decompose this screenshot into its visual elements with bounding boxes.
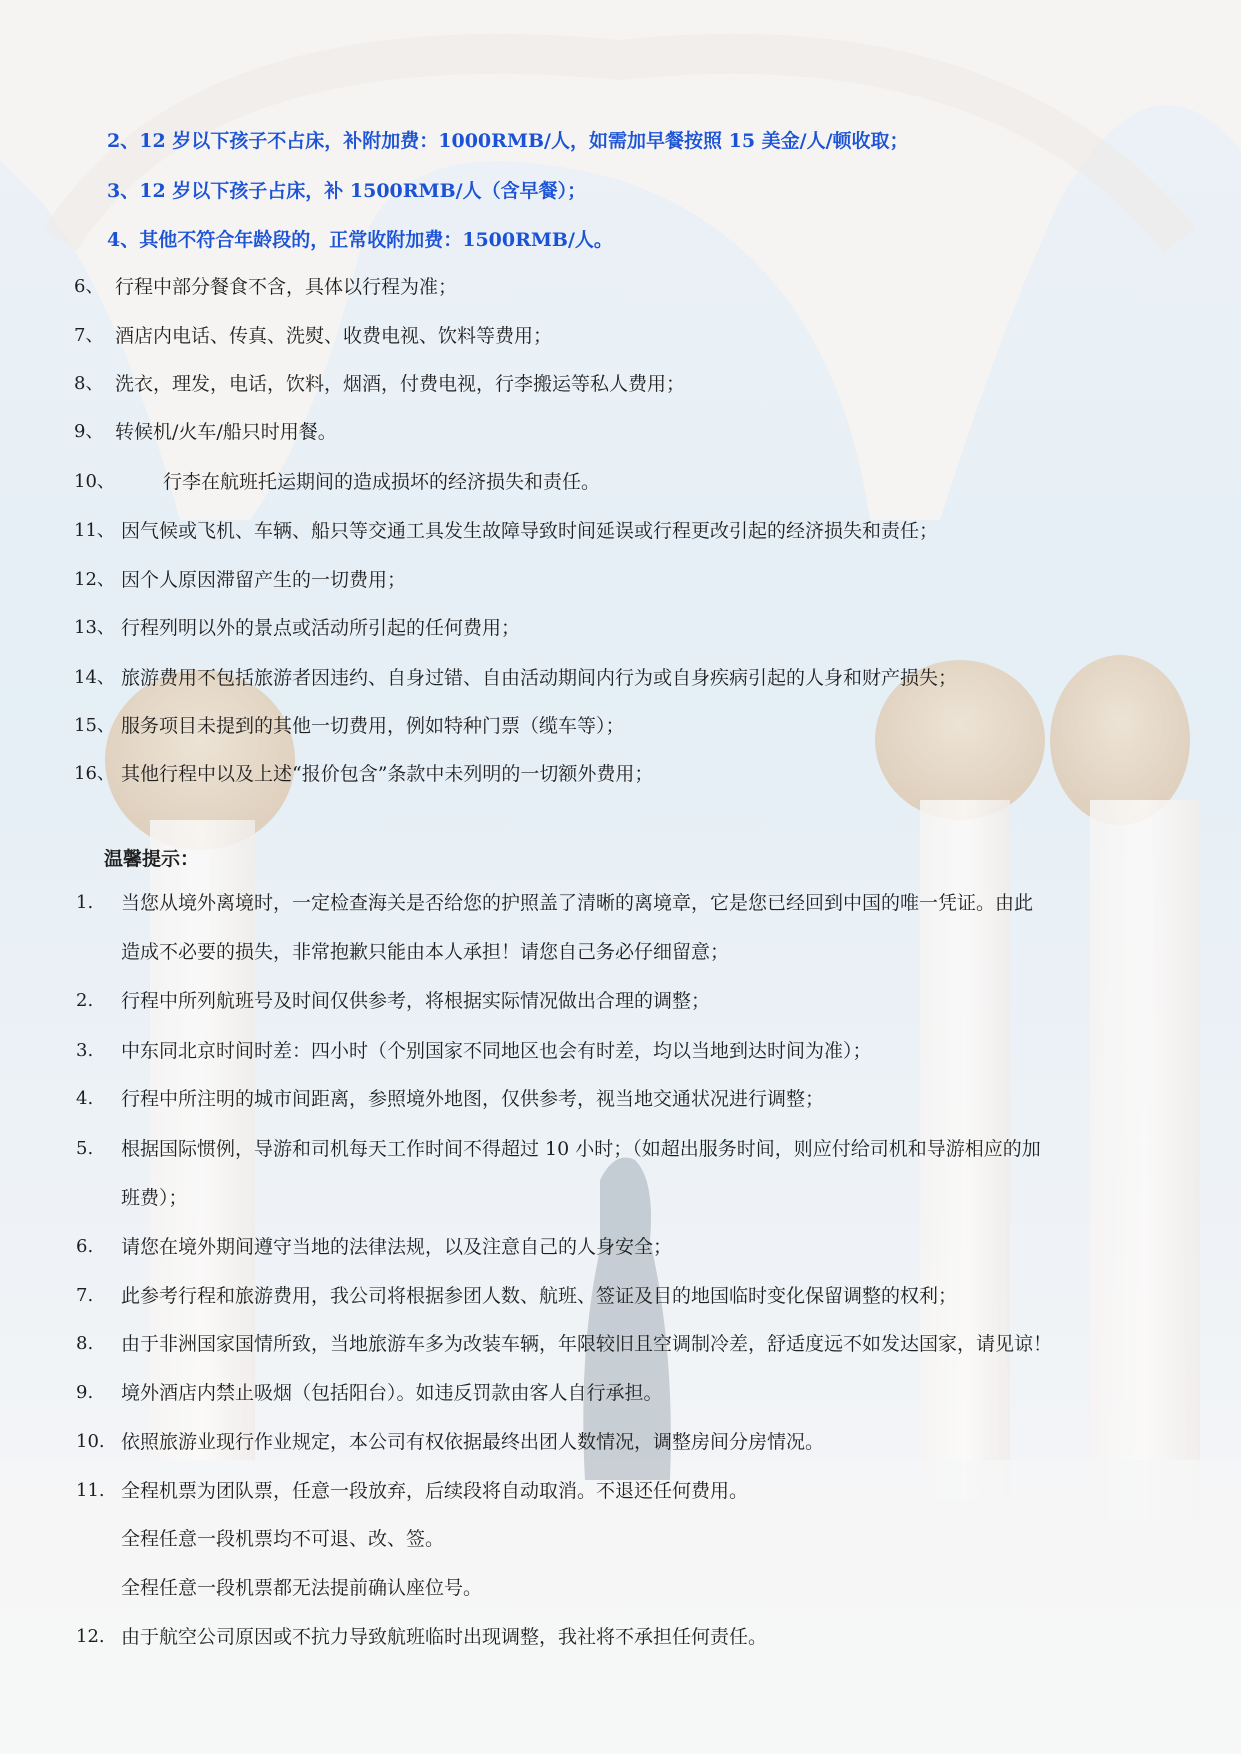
tip-text: 由于航空公司原因或不抗力导致航班临时出现调整，我社将不承担任何责任。 [121, 1626, 768, 1648]
exclusion-number: 10、 [74, 471, 115, 492]
exclusion-text: 其他行程中以及上述“报价包含”条款中未列明的一切额外费用； [121, 763, 654, 785]
tip-number: 3. [76, 1040, 94, 1061]
tip-number: 1. [76, 892, 94, 913]
exclusion-number: 8、 [74, 373, 104, 394]
exclusion-text: 因个人原因滞留产生的一切费用； [121, 569, 407, 591]
tip-text: 行程中所列航班号及时间仅供参考，将根据实际情况做出合理的调整； [121, 990, 711, 1012]
exclusion-text: 行程列明以外的景点或活动所引起的任何费用； [121, 617, 521, 639]
exclusion-number: 15、 [74, 715, 115, 736]
exclusion-text: 洗衣，理发，电话，饮料，烟酒，付费电视，行李搬运等私人费用； [115, 373, 686, 395]
tip-text: 造成不必要的损失，非常抱歉只能由本人承担！请您自己务必仔细留意； [121, 941, 730, 963]
exclusion-text: 服务项目未提到的其他一切费用，例如特种门票（缆车等）； [121, 715, 625, 737]
exclusion-number: 13、 [74, 617, 115, 638]
tip-number: 11. [76, 1480, 105, 1501]
exclusion-number: 11、 [74, 520, 115, 541]
tip-number: 12. [76, 1626, 105, 1647]
tip-text: 依照旅游业现行作业规定，本公司有权依据最终出团人数情况，调整房间分房情况。 [121, 1431, 825, 1453]
exclusion-number: 12、 [74, 569, 115, 590]
tip-number: 4. [76, 1088, 94, 1109]
tip-number: 2. [76, 990, 94, 1011]
tip-number: 9. [76, 1382, 94, 1403]
tips-heading: 温馨提示： [104, 848, 200, 870]
tip-text: 请您在境外期间遵守当地的法律法规，以及注意自己的人身安全； [121, 1236, 673, 1258]
tip-number: 6. [76, 1236, 94, 1257]
tip-text: 此参考行程和旅游费用，我公司将根据参团人数、航班、签证及目的地国临时变化保留调整的权利； [121, 1285, 958, 1307]
tip-text: 由于非洲国家国情所致，当地旅游车多为改装车辆，年限较旧且空调制冷差，舒适度远不如发达国家，请见谅！ [121, 1333, 1053, 1355]
exclusion-number: 7、 [74, 325, 104, 346]
exclusion-text: 转候机/火车/船只时用餐。 [115, 421, 337, 443]
tip-text: 行程中所注明的城市间距离，参照境外地图，仅供参考，视当地交通状况进行调整； [121, 1088, 825, 1110]
exclusion-text: 行李在航班托运期间的造成损坏的经济损失和责任。 [163, 471, 601, 493]
tip-number: 8. [76, 1333, 94, 1354]
tip-number: 5. [76, 1138, 94, 1159]
exclusion-text: 因气候或飞机、车辆、船只等交通工具发生故障导致时间延误或行程更改引起的经济损失和责任； [121, 520, 939, 542]
tip-text: 当您从境外离境时，一定检查海关是否给您的护照盖了清晰的离境章，它是您已经回到中国的唯一凭证。由此 [121, 892, 1034, 914]
exclusion-text: 酒店内电话、传真、洗熨、收费电视、饮料等费用； [115, 325, 553, 347]
child-fee-item-4: 4、其他不符合年龄段的，正常收附加费：1500RMB/人。 [107, 229, 613, 251]
tip-text: 班费）； [121, 1187, 188, 1209]
child-fee-item-3: 3、12 岁以下孩子占床，补 1500RMB/人（含早餐）； [107, 180, 587, 202]
tip-text: 境外酒店内禁止吸烟（包括阳台）。如违反罚款由客人自行承担。 [121, 1382, 663, 1404]
tip-number: 7. [76, 1285, 94, 1306]
exclusion-number: 16、 [74, 763, 115, 784]
exclusion-number: 6、 [74, 276, 104, 297]
tip-text: 全程任意一段机票均不可退、改、签。 [121, 1528, 445, 1550]
exclusion-text: 行程中部分餐食不含，具体以行程为准； [115, 276, 458, 298]
tip-number: 10. [76, 1431, 105, 1452]
tip-text: 中东同北京时间时差：四小时（个别国家不同地区也会有时差，均以当地到达时间为准）； [121, 1040, 872, 1062]
tip-text: 根据国际惯例，导游和司机每天工作时间不得超过 10 小时；（如超出服务时间，则应付给司机和导游相应的加 [121, 1138, 1041, 1160]
tip-text: 全程任意一段机票都无法提前确认座位号。 [121, 1577, 483, 1599]
exclusion-number: 9、 [74, 421, 104, 442]
child-fee-item-2: 2、12 岁以下孩子不占床，补附加费：1000RMB/人，如需加早餐按照 15 美金/人/顿收取； [107, 130, 909, 152]
exclusion-text: 旅游费用不包括旅游者因违约、自身过错、自由活动期间内行为或自身疾病引起的人身和财产损失； [121, 667, 958, 689]
exclusion-number: 14、 [74, 667, 115, 688]
tip-text: 全程机票为团队票，任意一段放弃，后续段将自动取消。不退还任何费用。 [121, 1480, 749, 1502]
